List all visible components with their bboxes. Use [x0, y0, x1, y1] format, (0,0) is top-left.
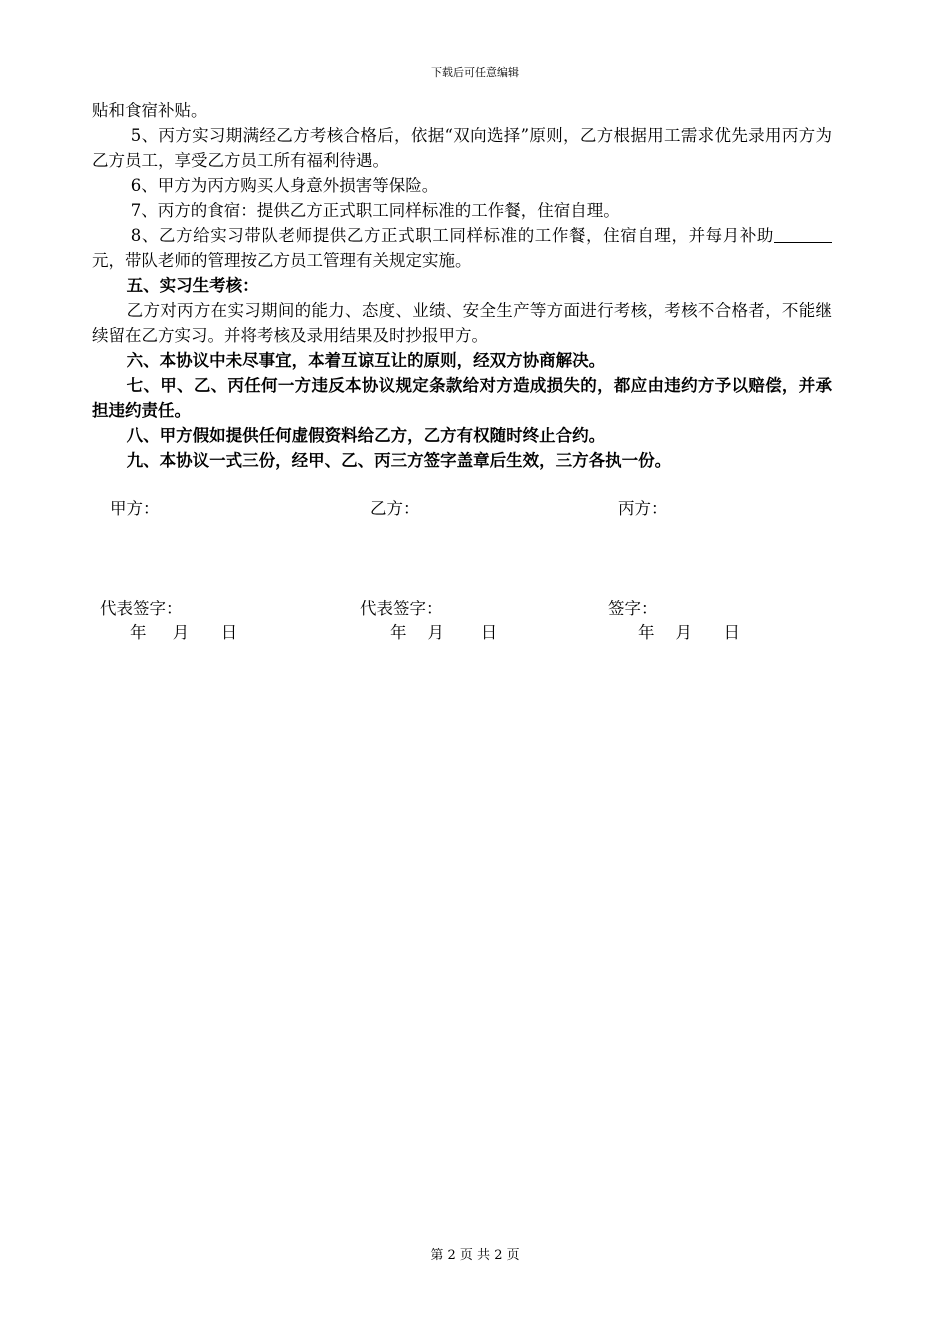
document-body: [92, 98, 832, 473]
section-7: 七、甲、乙、丙任何一方违反本协议规定条款给对方造成损失的，都应由违约方予以赔偿，并承担违约责任。: [92, 376, 832, 420]
section-9: 九、本协议一式三份，经甲、乙、丙三方签字盖章后生效，三方各执一份。: [126, 451, 672, 470]
rep-a-signature-label: 代表签字：: [100, 599, 183, 618]
party-c-signature-label: 签字：: [608, 599, 658, 618]
date-b: 年 月 日: [390, 623, 498, 642]
date-a: 年 月 日: [130, 623, 238, 642]
party-b-label: 乙方：: [370, 499, 420, 518]
clause-item-7: 7、丙方的食宿：提供乙方正式职工同样标准的工作餐，住宿自理。: [130, 201, 620, 220]
header-note: 下载后可任意编辑: [431, 66, 519, 79]
party-a-label: 甲方：: [110, 499, 160, 518]
date-c: 年 月 日: [638, 623, 740, 642]
section-5-body: 乙方对丙方在实习期间的能力、态度、业绩、安全生产等方面进行考核，考核不合格者，不能继续留在乙方实习。并将考核及录用结果及时抄报甲方。: [92, 301, 832, 345]
fill-in-blank: [774, 225, 832, 243]
section-5-title: 五、实习生考核：: [126, 276, 259, 295]
clause-item-8-part-a: 8、乙方给实习带队老师提供乙方正式职工同样标准的工作餐，住宿自理，并每月补助: [130, 226, 774, 245]
section-8: 八、甲方假如提供任何虚假资料给乙方，乙方有权随时终止合约。: [126, 426, 606, 445]
clause-item-6: 6、甲方为丙方购买人身意外损害等保险。: [130, 176, 439, 195]
section-6: 六、本协议中未尽事宜，本着互谅互让的原则，经双方协商解决。: [126, 351, 606, 370]
rep-b-signature-label: 代表签字：: [360, 599, 443, 618]
continued-line: 贴和食宿补贴。: [92, 101, 208, 120]
party-c-label: 丙方：: [618, 499, 668, 518]
clause-item-8-part-b: 元，带队老师的管理按乙方员工管理有关规定实施。: [92, 251, 472, 270]
clause-item-5: 5、丙方实习期满经乙方考核合格后，依据“双向选择”原则，乙方根据用工需求优先录用丙方为乙方员工，享受乙方员工所有福利待遇。: [92, 126, 832, 170]
page-number: 第 2 页 共 2 页: [430, 1248, 520, 1263]
clause-item-8: [92, 223, 832, 273]
